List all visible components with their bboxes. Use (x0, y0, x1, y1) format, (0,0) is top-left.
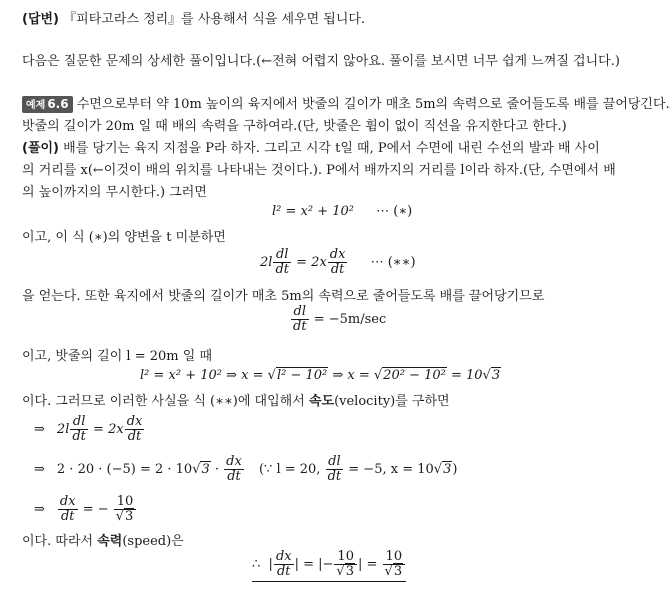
solution-line-1 (22, 137, 600, 156)
equation-star (272, 204, 412, 219)
velocity-word: 속도 (308, 394, 335, 409)
speed-word: 속력 (97, 534, 123, 549)
example-text-2: 밧줄의 길이가 20m 일 때 배의 속력을 구하여라.(단, 밧줄은 휨이 없이 직선을 유지한다고 한다.) (22, 119, 567, 134)
equation-step-1: ⇒ 2l $\frac{dl}{dt}$ = 2x $\frac{dx}{dt}$ (34, 414, 143, 444)
equation-rate: $\frac{dl}{dt}$ = −5m/sec (293, 304, 387, 334)
example-line-1 (22, 93, 670, 113)
solution-text-3: 의 높이까지의 무시한다.) 그러면 (22, 185, 207, 200)
solution-tag: (풀이) (22, 141, 59, 156)
equation-rate-rhs: = −5m/sec (313, 312, 387, 327)
text-differentiate: 이고, 이 식 (∗)의 양변을 t 미분하면 (22, 230, 226, 245)
equation-double-star-tag: ⋯ (∗∗) (370, 255, 416, 270)
equation-step-3: ⇒ $\frac{dx}{dt}$ = − $\frac{10}{√3}$ (34, 495, 137, 524)
text-obtain: 을 얻는다. 또한 육지에서 밧줄의 길이가 매초 5m의 속력으로 줄어들도록 배를 끌어당기므로 (22, 289, 545, 304)
equation-star-body: l² = x² + 10² (272, 204, 354, 219)
solution-text-2: 의 거리를 x(←이것이 배의 위치를 나타내는 것이다.). P에서 배까지의 거리를 l이라 하자.(단, 수면에서 배 (22, 163, 616, 178)
answer-line (22, 8, 365, 27)
equation-step-2: ⇒ 2 · 20 · (−5) = 2 · 10√3 · $\frac{dx}{dt}$ (∵ l = 20, $\frac{dl}{dt}$ = −5, x = 10√3) (34, 454, 458, 484)
example-badge: 예제 6.6 (22, 96, 73, 113)
equation-solve-x: l² = x² + 10² ⇒ x = √l² − 10² ⇒ x = √20² − 10² = 10√3 (140, 368, 501, 383)
equation-star-tag: ⋯ (∗) (376, 204, 413, 219)
speed-en: (speed)은 (122, 534, 184, 549)
text-therefore: 이다. 따라서 속력(speed)은 (22, 534, 184, 549)
solution-text-1: 배를 당기는 육지 지점을 P라 하자. 그리고 시각 t일 때, P에서 수면에 내린 수선의 발과 배 사이 (63, 141, 600, 156)
velocity-en: (velocity)를 구하면 (334, 394, 450, 409)
equation-double-star: 2l $\frac{dl}{dt}$ = 2x $\frac{dx}{dt}$ ⋯ (∗∗) (260, 247, 416, 277)
intro-text: 다음은 질문한 문제의 상세한 풀이입니다.(←전혀 어렵지 않아요. 풀이를 보시면 너무 쉽게 느껴질 겁니다.) (22, 54, 620, 69)
text-when-length: 이고, 밧줄의 길이 l = 20m 일 때 (22, 349, 213, 364)
answer-text: 『피타고라스 정리』를 사용해서 식을 세우면 됩니다. (63, 12, 366, 27)
example-text-1: 수면으로부터 약 10m 높이의 육지에서 밧줄의 길이가 매초 5m의 속력으로 줄어들도록 배를 끌어당긴다. (76, 97, 670, 112)
answer-tag: (답변) (22, 12, 59, 27)
text-substitute: 이다. 그러므로 이러한 사실을 식 (∗∗)에 대입해서 속도(velocity)를 구하면 (22, 394, 450, 409)
equation-speed-result: ∴ | $\frac{dx}{dt}$ | = |− $\frac{10}{√3}$ | = $\frac{10}{√3}$ (252, 550, 406, 582)
